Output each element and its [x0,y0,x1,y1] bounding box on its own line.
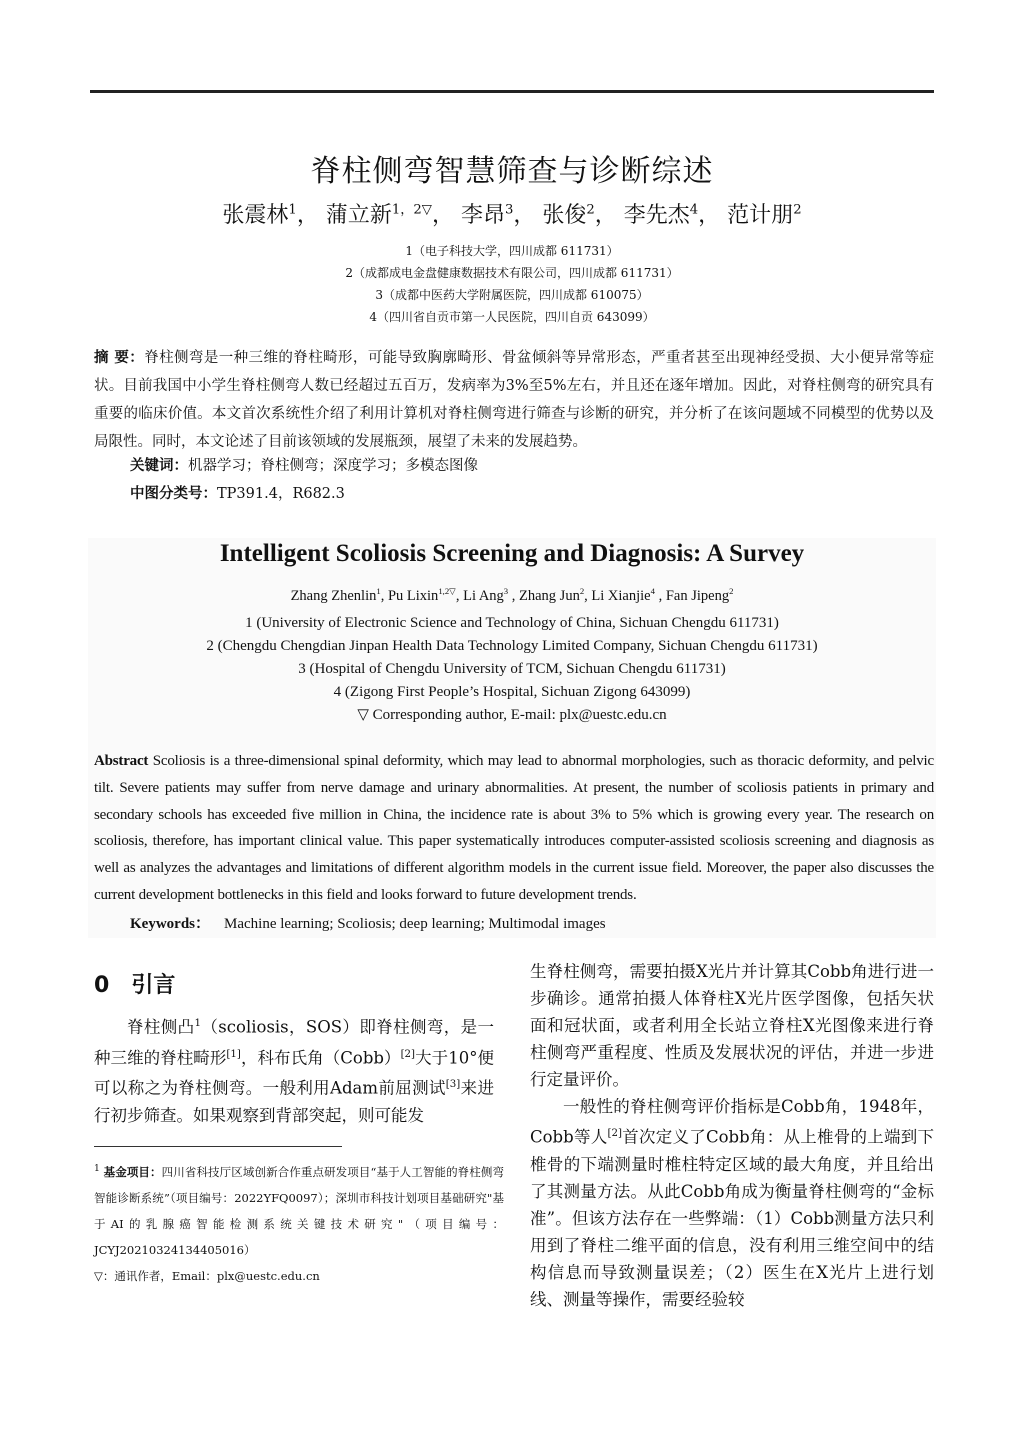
cn-author: 蒲立新 [325,203,392,228]
citation-ref: [1] [226,1048,241,1060]
en-keywords-label: Keywords： [130,916,210,932]
en-abstract [94,748,934,909]
text-run: 脊柱侧凸 [127,1017,195,1037]
cn-author: 范计朋 [727,203,794,228]
cn-author-sup: 2 [586,202,595,218]
text-run: 来进行初步筛查。如果观察到背部突起，则可能发 [94,1078,494,1125]
en-author-sup: 2 [579,586,585,596]
en-author: Fan Jipeng [665,587,730,604]
en-author-sup: 1 [376,586,381,596]
cn-affiliations [0,240,1024,328]
cn-author-sup: 2 [793,202,802,218]
en-affiliation: 3 (Hospital of Chengdu University of TCM, Sichuan Chengdu 611731) [298,661,726,677]
footnote-text: 四川省科技厅区域创新合作重点研发项目“基于人工智能的脊柱侧弯智能诊断系统”（项目编号：2022YFQ0097）；深圳市科技计划项目基础研究"基于AI的乳腺癌智能检测系统关键技术研究"（项目编号：JCYJ20210324134405016） [94,1164,504,1257]
section-title: 引言 [131,973,176,998]
en-corresponding: ▽ Corresponding author, E-mail: plx@uestc.edu.cn [357,707,667,723]
cn-abstract-text: 脊柱侧弯是一种三维的脊柱畸形，可能导致胸廓畸形、骨盆倾斜等异常形态，严重者甚至出现神经受损、大小便异常等症状。目前我国中小学生脊柱侧弯人数已经超过五百万，发病率为3%至5%左右，并且还在逐年增加。因此，对脊柱侧弯的研究具有重要的临床价值。本文首次系统性介绍了利用计算机对脊柱侧弯进行筛查与诊断的研究，并分析了在该问题域不同模型的优势以及局限性。同时，本文论述了目前该领域的发展瓶颈，展望了未来的发展趋势。 [94,350,934,450]
text-run: ，科布氏角（Cobb） [240,1048,401,1067]
citation-ref: [2] [400,1048,416,1060]
footnote-ref: 1 [194,1018,202,1029]
en-abstract-label: Abstract [94,753,149,769]
en-keywords [130,912,606,933]
citation-ref: [2] [607,1128,622,1139]
body-left-column [94,1010,494,1129]
cn-author-sup: 3 [504,202,514,218]
cn-classification [130,482,345,503]
body-paragraph: 生脊柱侧弯，需要拍摄X光片并计算其Cobb角进行进一步确诊。通常拍摄人体脊柱X光片医学图像，包括矢状面和冠状面，或者利用全长站立脊柱X光图像来进行脊柱侧弯严重程度、性质及发展状况的评估，并进一步进行定量评价。 [530,962,934,1089]
cn-author-sup: 1 [288,202,297,218]
en-affiliation: 1 (University of Electronic Science and Technology of China, Sichuan Chengdu 611731) [245,615,779,631]
en-author: Zhang Zhenlin [290,587,377,604]
cn-classification-text: TP391.4，R682.3 [217,486,345,502]
body-right-column [530,958,934,1313]
cn-abstract [94,344,934,456]
footnote-label: 基金项目： [103,1164,162,1179]
cn-abstract-label: 摘 要： [94,350,145,366]
cn-author: 张震林 [222,203,289,228]
en-abstract-text: Scoliosis is a three-dimensional spinal deformity, which may lead to abnormal morphologies, such as thoracic deformity, and pelvic tilt. Severe patients may suffer from nerve damage and urinary abnormalities. At present, the number of scoliosis patients in primary and secondary schools has exceeded five million in China, the incidence rate is about 3% to 5% which is growing every year. The research on scoliosis, therefore, has important clinical value. This paper systematically introduces computer-assisted scoliosis screening and diagnosis as well as analyzes the advantages and limitations of different algorithm models in the current issue field. Moreover, the paper also discusses the current development bottlenecks in this field and looks forward to future development trends. [94,753,934,903]
en-affiliation: 4 (Zigong First People’s Hospital, Sichuan Zigong 643099) [333,684,691,700]
cn-affiliation: 4（四川省自贡市第一人民医院，四川自贡 643099） [369,310,655,324]
footnote-corresponding: ▽：通讯作者，Email：plx@uestc.edu.cn [94,1268,320,1283]
cn-author-sup: 4 [689,202,699,218]
cn-authors: 张震林$^1$， 蒲立新$^{1,2▽}$， 李昂$^3$， 张俊$^2$， 李先杰$^4$， 范计朋$^2$ [222,202,802,228]
en-author: Pu Lixin [387,587,439,604]
footnote-rule [94,1146,342,1147]
citation-ref: [3] [445,1079,461,1090]
cn-author: 张俊 [542,203,587,228]
en-keywords-text: Machine learning; Scoliosis; deep learning; Multimodal images [224,916,606,932]
cn-author: 李昂 [460,203,505,228]
cn-affiliation: 3（成都中医药大学附属医院，四川成都 610075） [375,288,649,302]
en-author-sup: 2 [729,586,734,596]
en-author-sup: 4 [650,586,655,596]
cn-title: 脊柱侧弯智慧筛查与诊断综述 [310,154,714,189]
en-author: Li Ang [463,587,504,604]
text-run: （scoliosis，SOS）即脊柱侧弯，是一种三维的脊柱畸形 [94,1017,494,1067]
en-authors: Zhang Zhenlin$^1$, Pu Lixin$^{1,2▽}$, Li Ang$^3$ , Zhang Jun$^2$, Li Xianjie$^4$ , Fan Jipeng$^2$ [290,586,734,604]
en-author: Li Xianjie [591,587,651,604]
cn-keywords-text: 机器学习；脊柱侧弯；深度学习；多模态图像 [188,458,478,474]
text-run: 一般性的脊柱侧弯评价指标是Cobb角，1948年，Cobb等人 [530,1097,934,1147]
cn-keywords-label: 关键词： [130,458,188,474]
footnote-funding [94,1156,504,1263]
header-rule [90,90,934,93]
en-author-sup: 3 [503,586,509,596]
cn-affiliation: 1（电子科技大学，四川成都 611731） [405,244,619,258]
en-author: Zhang Jun [519,587,580,604]
body-paragraph [530,1093,934,1313]
en-affiliation: 2 (Chengdu Chengdian Jinpan Health Data Technology Limited Company, Sichuan Chengdu 611731) [206,638,818,654]
text-run: 首次定义了Cobb角：从上椎骨的上端到下椎骨的下端测量时椎柱特定区域的最大角度，并且给出了其测量方法。从此Cobb角成为衡量脊柱侧弯的“金标准”。但该方法存在一些弊端：（1）Cobb测量方法只利用到了脊柱二维平面的信息，没有利用三维空间中的结构信息而导致测量误差；（2）医生在X光片上进行划线、测量等操作，需要经验较 [530,1127,935,1309]
cn-author-sup: 1，2▽ [391,202,432,218]
en-affiliations [0,612,1024,727]
cn-affiliation: 2（成都成电金盘健康数据技术有限公司，四川成都 611731） [345,266,679,280]
section-number: 0 [94,973,110,998]
footnote-mark: 1 [94,1163,100,1174]
en-title: Intelligent Scoliosis Screening and Diagnosis: A Survey [219,540,805,567]
body-paragraph [94,1010,494,1129]
cn-keywords [130,454,478,475]
text-run: 大于10°便可以称之为脊柱侧弯。一般利用Adam前屈测试 [94,1048,495,1098]
section-heading [94,968,175,999]
footnotes [94,1156,504,1289]
en-author-sup: 1,2▽ [438,586,456,596]
cn-author: 李先杰 [623,203,690,228]
cn-classification-label: 中图分类号： [130,486,217,502]
